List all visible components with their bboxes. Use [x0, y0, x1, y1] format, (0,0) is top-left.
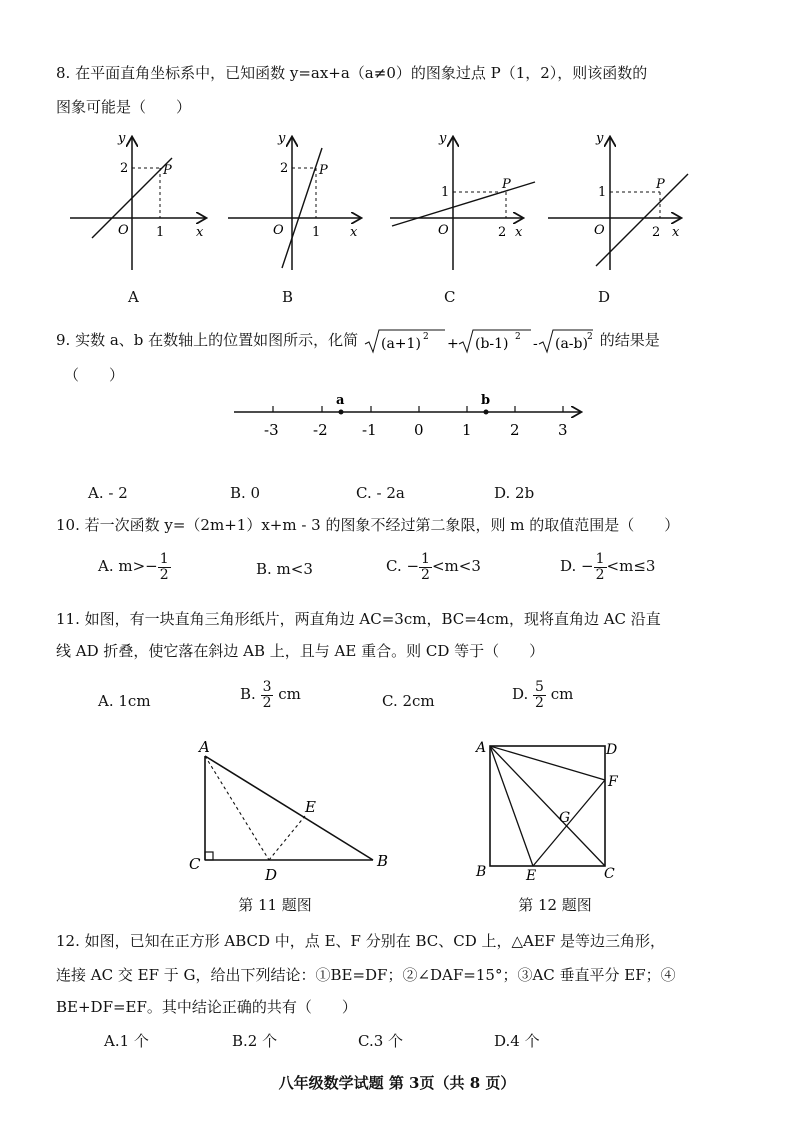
tick-label: 2 — [510, 421, 520, 439]
q12-option-a[interactable]: A.1 个 — [104, 1032, 149, 1050]
x-label: x — [515, 225, 523, 240]
ytick: 1 — [598, 185, 607, 200]
q10-option-b[interactable]: B. m<3 — [256, 560, 313, 578]
tick-label: 0 — [414, 421, 424, 439]
point-p-label: P — [163, 163, 172, 178]
ytick: 2 — [280, 161, 289, 176]
q12-stem-line2: 连接 AC 交 EF 于 G，给出下列结论：①BE=DF；②∠DAF=15°；③AC 垂直平分 EF；④ — [56, 966, 676, 984]
point-g-label: G — [559, 810, 571, 826]
tick-label: 1 — [462, 421, 472, 439]
number-line — [230, 392, 590, 442]
point-p-label: P — [319, 163, 328, 178]
vertex-a-label: A — [199, 738, 210, 756]
graph-d — [548, 131, 688, 270]
q11-option-a[interactable]: A. 1cm — [98, 692, 151, 710]
point-p-label: P — [502, 177, 511, 192]
svg-text:-: - — [532, 336, 538, 352]
q8-graphs — [60, 130, 740, 280]
point-b-label: b — [481, 393, 491, 408]
q10-option-c[interactable]: C. − $\frac{1}{2}$ <m<3 — [386, 551, 481, 583]
figure-12 — [470, 732, 630, 882]
origin-label: O — [438, 223, 449, 238]
xtick: 2 — [498, 225, 507, 240]
graph-a-label[interactable]: A — [128, 288, 139, 306]
graph-d-label[interactable]: D — [598, 288, 611, 306]
figure-12-caption: 第 12 题图 — [518, 896, 592, 914]
vertex-d-label: D — [606, 742, 618, 758]
vertex-b-label: B — [377, 852, 389, 870]
figure-11-caption: 第 11 题图 — [238, 896, 312, 914]
origin-label: O — [594, 223, 605, 238]
ytick: 2 — [120, 161, 129, 176]
q9-stem-line2: （ ） — [64, 366, 125, 384]
xtick: 1 — [312, 225, 321, 240]
ytick: 1 — [441, 185, 450, 200]
svg-text:(a-b): (a-b) — [554, 336, 588, 352]
q11-option-b[interactable]: B. $\frac{3}{2}$ cm — [240, 679, 301, 711]
tick-label: -3 — [264, 421, 279, 439]
point-a-label: a — [336, 393, 345, 408]
svg-text:(a+1): (a+1) — [380, 336, 421, 352]
svg-text:2: 2 — [422, 332, 429, 342]
q10-option-a[interactable]: A. m>− $\frac{1}{2}$ — [98, 551, 169, 583]
vertex-b-label: B — [476, 864, 487, 880]
svg-text:+: + — [446, 336, 459, 352]
point-e-label: E — [305, 798, 316, 816]
point-f-label: F — [608, 774, 618, 790]
q8-stem-line1: 8. 在平面直角坐标系中，已知函数 y=ax+a（a≠0）的图象过点 P（1，2），则该函数的 — [56, 64, 648, 82]
q11-option-c[interactable]: C. 2cm — [382, 692, 435, 710]
page-footer: 八年级数学试题 第 3页（共 8 页） — [278, 1074, 516, 1092]
q10-stem: 10. 若一次函数 y=（2m+1）x+m - 3 的图象不经过第二象限，则 m 的取值范围是（ ） — [56, 516, 680, 534]
q12-stem-line1: 12. 如图，已知在正方形 ABCD 中，点 E、F 分别在 BC、CD 上，△AEF 是等边三角形， — [56, 932, 666, 950]
graph-b — [228, 131, 360, 270]
svg-text:2: 2 — [586, 332, 593, 342]
q11-stem-line2: 线 AD 折叠，使它落在斜边 AB 上，且与 AE 重合。则 CD 等于（ ） — [56, 642, 545, 660]
q9-option-b[interactable]: B. 0 — [230, 484, 261, 502]
x-label: x — [196, 225, 204, 240]
point-p-label: P — [656, 177, 665, 192]
q8-stem-line2: 图象可能是（ ） — [56, 98, 192, 116]
svg-text:(b-1): (b-1) — [474, 336, 509, 352]
point-d-label: D — [265, 866, 278, 884]
origin-label: O — [118, 223, 129, 238]
point-e-label: E — [526, 868, 537, 882]
q10-option-d[interactable]: D. − $\frac{1}{2}$ <m≤3 — [560, 551, 656, 583]
svg-text:2: 2 — [514, 332, 521, 342]
xtick: 1 — [156, 225, 165, 240]
vertex-c-label: C — [604, 866, 615, 882]
q9-option-d[interactable]: D. 2b — [494, 484, 535, 502]
q12-option-b[interactable]: B.2 个 — [232, 1032, 278, 1050]
graph-b-label[interactable]: B — [282, 288, 294, 306]
q9-option-c[interactable]: C. - 2a — [356, 484, 405, 502]
figure-11 — [185, 732, 395, 884]
x-label: x — [350, 225, 358, 240]
y-label: y — [596, 131, 604, 146]
q9-option-a[interactable]: A. - 2 — [88, 484, 128, 502]
q9-stem: 9. 实数 a、b 在数轴上的位置如图所示，化简 (a+1) 2 + (b-1) 2 - (a-b) 2 的结果是 — [56, 326, 660, 356]
vertex-c-label: C — [189, 855, 201, 873]
q12-stem-line3: BE+DF=EF。其中结论正确的共有（ ） — [56, 998, 357, 1016]
tick-label: -2 — [313, 421, 328, 439]
vertex-a-label: A — [476, 740, 487, 756]
graph-c-label[interactable]: C — [444, 288, 456, 306]
graph-c — [390, 131, 535, 270]
tick-label: -1 — [362, 421, 377, 439]
x-label: x — [672, 225, 680, 240]
y-label: y — [278, 131, 286, 146]
y-label: y — [439, 131, 447, 146]
graph-a — [70, 131, 205, 270]
q9-expression — [363, 326, 595, 356]
y-label: y — [118, 131, 126, 146]
tick-label: 3 — [558, 421, 568, 439]
q12-option-d[interactable]: D.4 个 — [494, 1032, 540, 1050]
q11-option-d[interactable]: D. $\frac{5}{2}$ cm — [512, 679, 574, 711]
q12-option-c[interactable]: C.3 个 — [358, 1032, 404, 1050]
q11-stem-line1: 11. 如图，有一块直角三角形纸片，两直角边 AC=3cm，BC=4cm，现将直角边 AC 沿直 — [56, 610, 661, 628]
xtick: 2 — [652, 225, 661, 240]
origin-label: O — [273, 223, 284, 238]
